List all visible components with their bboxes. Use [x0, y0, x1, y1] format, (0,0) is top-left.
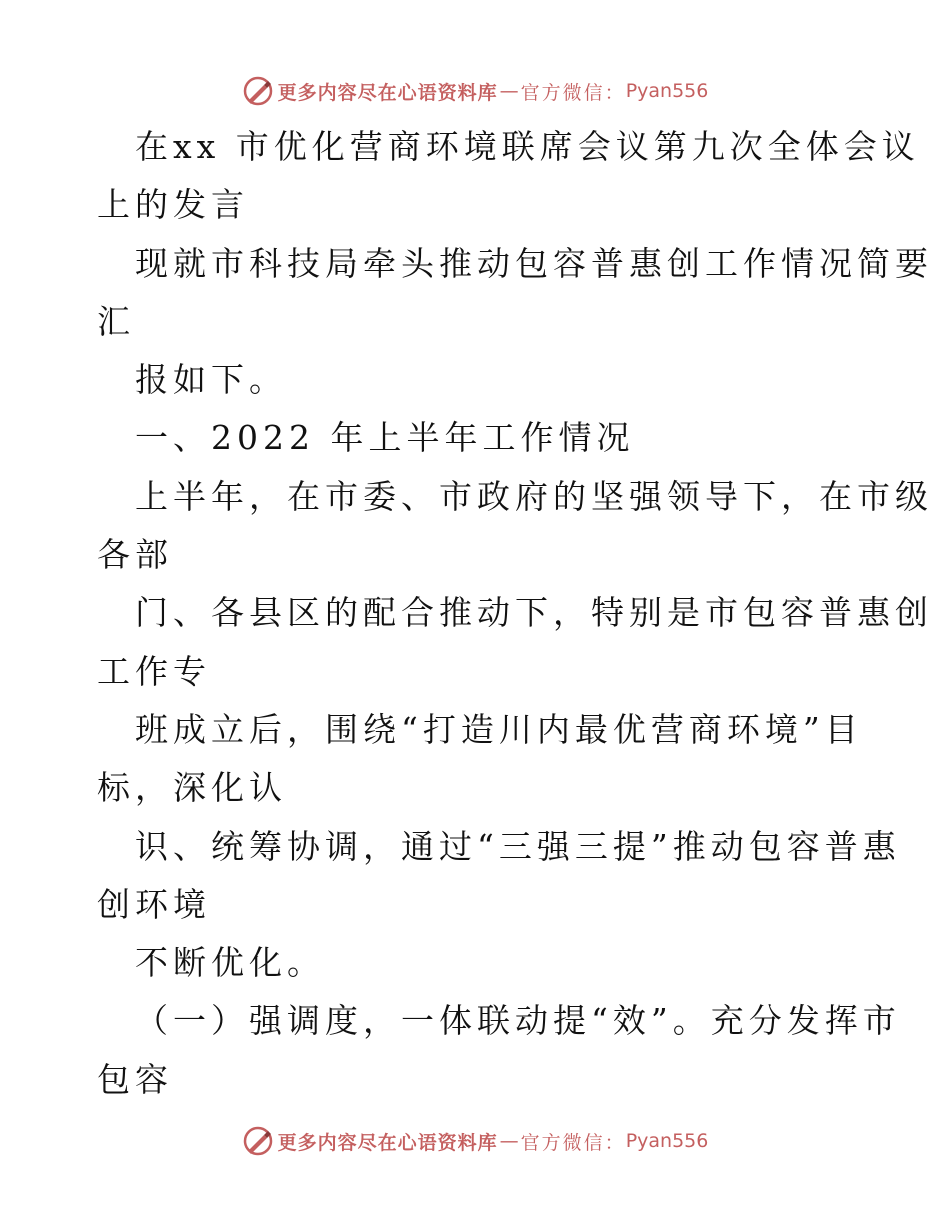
title-line-2: 上的发言: [97, 185, 249, 225]
footer-watermark: [0, 1121, 950, 1161]
title-line-1: 在xx 市优化营商环境联席会议第九次全体会议: [135, 127, 920, 166]
paragraph-line: 标，深化认: [97, 768, 287, 808]
paragraph-line: 包容: [97, 1059, 173, 1099]
watermark-wechat-id: Pyan556: [625, 80, 709, 102]
paragraph-line: 班成立后，围绕“打造川内最优营商环境”目: [135, 709, 863, 749]
paragraph-line: 创环境: [97, 884, 211, 924]
watermark-separator: —: [499, 80, 519, 102]
watermark-site-text: 更多内容尽在心语资料库: [277, 1131, 498, 1154]
subsection-heading: （一）强调度，一体联动提“效”。充分发挥市: [135, 1001, 901, 1041]
paragraph-line: 不断优化。: [135, 943, 325, 983]
paragraph-line: 门、各县区的配合推动下，特别是市包容普惠创: [135, 593, 933, 633]
paragraph-line: 现就市科技局牵头推动包容普惠创工作情况简要: [135, 243, 933, 283]
watermark-site-text: 更多内容尽在心语资料库: [277, 81, 498, 104]
watermark-wechat-label: 官方微信：: [520, 1131, 626, 1154]
paragraph-line: 工作专: [97, 651, 211, 691]
watermark-separator: —: [499, 1130, 519, 1152]
pen-logo-icon: [242, 1125, 274, 1157]
paragraph-line: 报如下。: [135, 360, 287, 400]
section-heading: 一、2022 年上半年工作情况: [135, 418, 635, 458]
watermark-wechat-id: Pyan556: [625, 1130, 709, 1152]
paragraph-line: 各部: [97, 535, 173, 575]
paragraph-line: 汇: [97, 301, 135, 341]
paragraph-line: 上半年，在市委、市政府的坚强领导下，在市级: [135, 476, 933, 516]
header-watermark: [0, 71, 950, 111]
pen-logo-icon: [242, 75, 274, 107]
paragraph-line: 识、统筹协调，通过“三强三提”推动包容普惠: [135, 826, 901, 866]
document-body: [97, 118, 933, 1109]
watermark-wechat-label: 官方微信：: [520, 81, 626, 104]
